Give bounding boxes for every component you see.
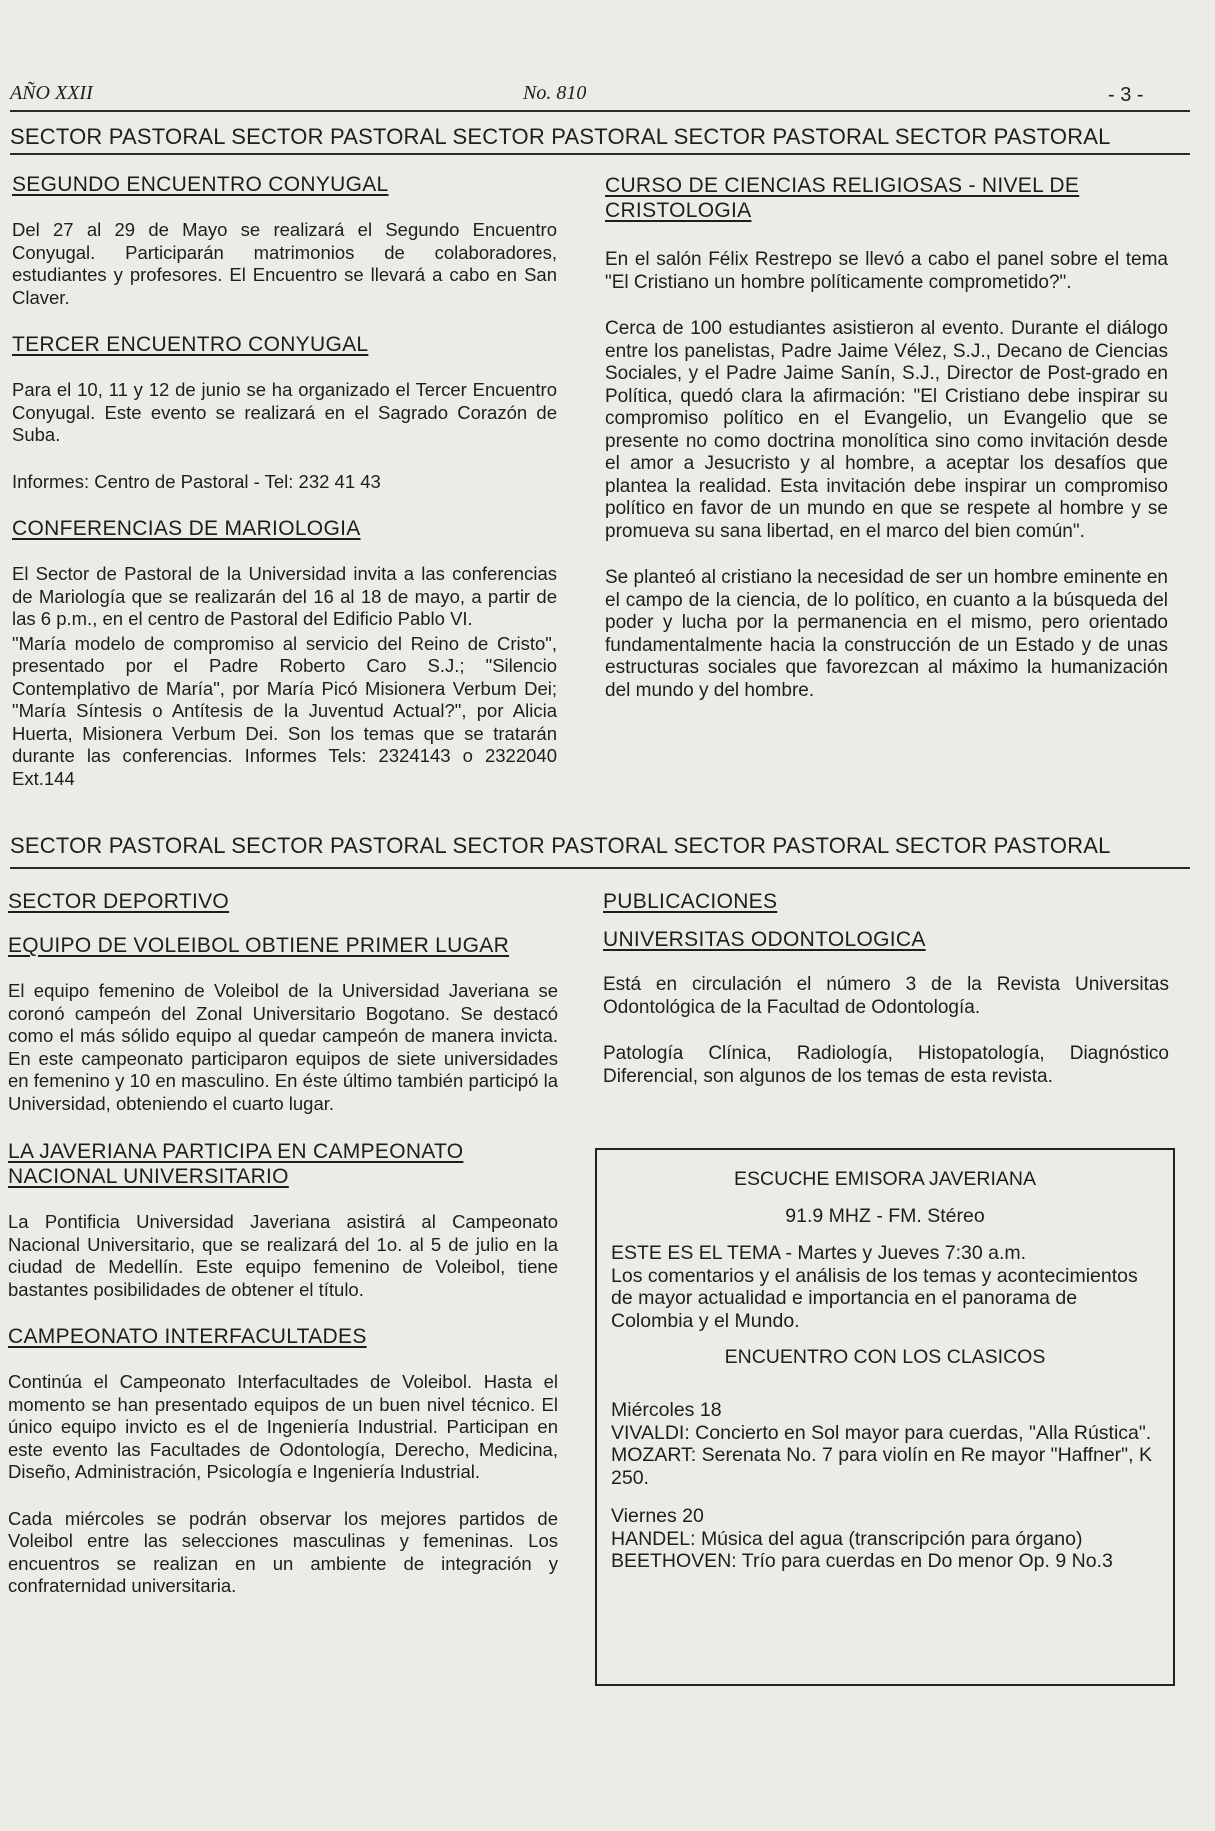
banner-top-rule <box>10 153 1190 155</box>
interfacultades-body-1: Continúa el Campeonato Interfacultades de Voleibol. Hasta el momento se han presentado equipos de un buen nivel técnico. El único equipo invicto es el de Ingeniería Industrial. Participan en este evento las Facultades de Odontología, Derecho, Medicina, Diseño, Administración, Psicología e Ingeniería Industrial. <box>8 1371 558 1482</box>
universitas-paragraph-1: Está en circulación el número 3 de la Revista Universitas Odontológica de la Facultad de Odontología. <box>603 974 1169 1018</box>
radio-clasicos-title: ENCUENTRO CON LOS CLASICOS <box>724 1346 1046 1368</box>
radio-item-vivaldi: VIVALDI: Concierto en Sol mayor para cuerdas, "Alla Rústica". <box>611 1421 1152 1444</box>
segundo-encuentro-title: SEGUNDO ENCUENTRO CONYUGAL <box>12 173 389 196</box>
right-bottom-column <box>603 890 1169 1112</box>
right-top-column <box>605 173 1168 726</box>
radio-day-2: Viernes 20 <box>611 1505 704 1527</box>
banner-middle-rule <box>10 867 1190 869</box>
mariologia-body-2: "María modelo de compromiso al servicio del Reino de Cristo", presentado por el Padre Roberto Caro S.J.; "Silencio Contemplativo de María", por María Picó Misionera Verbum Dei; "María Síntesis o Antítesis de la Juventud Actual?", por Alicia Huerta, Misionera Verbum Dei. Son los temas que se tratarán durante las conferencias. Informes Tels: 2324143 o 2322040 Ext.144 <box>12 632 557 789</box>
left-top-column <box>12 173 557 814</box>
interfacultades-body-2: Cada miércoles se podrán observar los mejores partidos de Voleibol entre las selecciones masculinas y femeninas. Los encuentros se realizan en un ambiente de integración y confraternidad universitaria. <box>8 1507 558 1596</box>
javeriana-campeonato-body: La Pontificia Universidad Javeriana asistirá al Campeonato Nacional Universitario, que se realizará del 1o. al 5 de julio en la ciudad de Medellín. Este equipo femenino de Voleibol, tiene bastantes posibilidades de obtener el título. <box>8 1211 558 1300</box>
header-rule <box>10 110 1190 112</box>
radio-item-beethoven: BEETHOVEN: Trío para cuerdas en Do menor Op. 9 No.3 <box>611 1550 1113 1572</box>
radio-day-1: Miércoles 18 <box>611 1399 722 1421</box>
radio-item-mozart: MOZART: Serenata No. 7 para violín en Re mayor "Haffner", K 250. <box>611 1444 1152 1489</box>
tercer-encuentro-body: Para el 10, 11 y 12 de junio se ha organizado el Tercer Encuentro Conyugal. Este evento se realizará en el Sagrado Corazón de Suba. <box>12 379 557 445</box>
banner-top: SECTOR PASTORAL SECTOR PASTORAL SECTOR PASTORAL SECTOR PASTORAL SECTOR PASTORAL <box>10 124 1111 149</box>
radio-tema-description: Los comentarios y el análisis de los temas y acontecimientos de mayor actualidad e importancia en el panorama de Colombia y el Mundo. <box>611 1264 1138 1332</box>
curso-paragraph-1: En el salón Félix Restrepo se llevó a cabo el panel sobre el tema "El Cristiano un hombre políticamente comprometido?". <box>605 249 1168 293</box>
radio-title: ESCUCHE EMISORA JAVERIANA <box>734 1168 1036 1190</box>
voleibol-title: EQUIPO DE VOLEIBOL OBTIENE PRIMER LUGAR <box>8 934 510 957</box>
radio-frequency: 91.9 MHZ - FM. Stéreo <box>785 1205 985 1227</box>
mariologia-body-1: El Sector de Pastoral de la Universidad invita a las conferencias de Mariología que se realizarán del 16 al 18 de mayo, a partir de las 6 p.m., en el centro de Pastoral del Edificio Pablo VI. <box>12 563 557 629</box>
left-bottom-column <box>8 890 558 1622</box>
publicaciones-title: PUBLICACIONES <box>603 890 778 913</box>
tercer-encuentro-title: TERCER ENCUENTRO CONYUGAL <box>12 333 369 356</box>
volume-label: AÑO XXII <box>10 82 93 104</box>
interfacultades-title: CAMPEONATO INTERFACULTADES <box>8 1325 367 1348</box>
curso-ciencias-title: CURSO DE CIENCIAS RELIGIOSAS - NIVEL DE CRISTOLOGIA <box>605 174 1080 222</box>
curso-paragraph-3: Se planteó al cristiano la necesidad de ser un hombre eminente en el campo de la ciencia, de lo político, en cuanto a la búsqueda del poder y lucha por la permanencia en el mismo, pero orientado fundamentalmente hacia la construcción de un Estado y de unas estructuras sociales que favorezcan al máximo la humanización del mundo y del hombre. <box>605 567 1168 701</box>
mariologia-title: CONFERENCIAS DE MARIOLOGIA <box>12 517 361 540</box>
page-number: - 3 - <box>1108 84 1144 106</box>
segundo-encuentro-body: Del 27 al 29 de Mayo se realizará el Segundo Encuentro Conyugal. Participarán matrimonios de colaboradores, estudiantes y profesores. El Encuentro se llevará a cabo en San Claver. <box>12 219 557 308</box>
sector-deportivo-title: SECTOR DEPORTIVO <box>8 890 230 913</box>
javeriana-campeonato-title: LA JAVERIANA PARTICIPA EN CAMPEONATO NACIONAL UNIVERSITARIO <box>8 1140 464 1188</box>
universitas-paragraph-2: Patología Clínica, Radiología, Histopatología, Diagnóstico Diferencial, son algunos de los temas de esta revista. <box>603 1043 1169 1087</box>
voleibol-body: El equipo femenino de Voleibol de la Universidad Javeriana se coronó campeón del Zonal Universitario Bogotano. Se destacó como el más sólido equipo al quedar campeón de manera invicta. En este campeonato participaron equipos de siete universidades en femenino y 10 en masculino. En éste último también participó la Universidad, obteniendo el cuarto lugar. <box>8 980 558 1114</box>
radio-box <box>595 1148 1175 1686</box>
radio-tema-schedule: ESTE ES EL TEMA - Martes y Jueves 7:30 a.m. <box>611 1242 1027 1264</box>
radio-item-handel: HANDEL: Música del agua (transcripción para órgano) <box>611 1527 1083 1550</box>
universitas-title: UNIVERSITAS ODONTOLOGICA <box>603 928 926 951</box>
pastoral-informes: Informes: Centro de Pastoral - Tel: 232 41 43 <box>12 470 381 492</box>
banner-middle: SECTOR PASTORAL SECTOR PASTORAL SECTOR PASTORAL SECTOR PASTORAL SECTOR PASTORAL <box>10 833 1111 858</box>
issue-number: No. 810 <box>523 82 587 104</box>
curso-paragraph-2: Cerca de 100 estudiantes asistieron al evento. Durante el diálogo entre los panelistas, Padre Jaime Vélez, S.J., Decano de Ciencias Sociales, y el Padre Jaime Sanín, S.J., Director de Post-grado en Política, quedó clara la afirmación: "El Cristiano debe inspirar su compromiso político en el Evangelio, un Evangelio que se presente no como doctrina monolítica sino como invitación desde el amor a Jesucristo y al hombre, a aceptar los desafíos que plantea la realidad. Esta invitación debe inspirar un compromiso político en favor de un mundo en que se respete al hombre y se promueva su sana libertad, en el marco del bien común". <box>605 318 1168 542</box>
